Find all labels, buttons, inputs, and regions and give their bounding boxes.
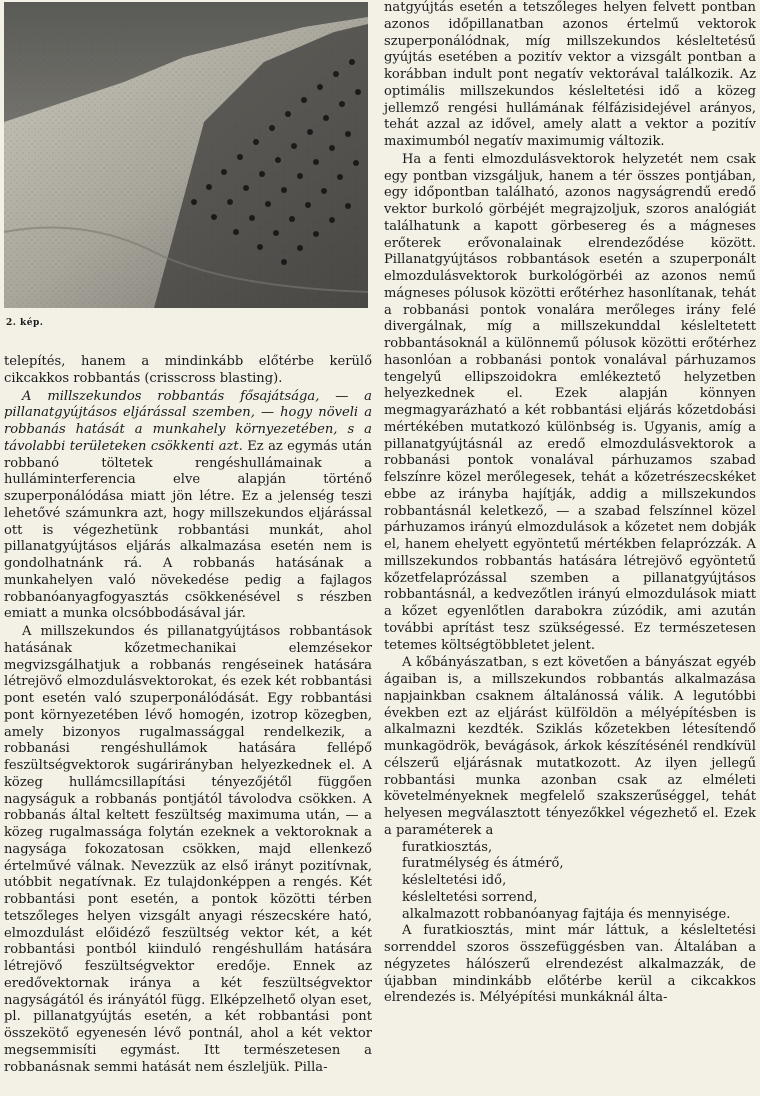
paragraph: telepítés, hanem a mindinkább előtérbe kerülő cikcakkos robbantás (crisscross blasting). xyxy=(4,354,372,386)
photo-caption: 2. kép. xyxy=(6,318,44,328)
parameter-list xyxy=(384,840,756,924)
rock-face-image xyxy=(4,2,368,308)
paragraph: natgyújtás esetén a tetszőleges helyen felvett pontban azonos időpillanatban azonos értelmű vektorok szuperponálódnak, míg millszekundos késleltetésű gyújtás esetében a pozitív vektor a vizsgált pontban a korábban indult pont negatív vektorával találkozik. Az optimális millszekundos késleltetési idő a közeg jellemző rengési hullámának félfázisidejével arányos, tehát azzal az idővel, amely alatt a vektor a pozitív maximumból negatív maximumig változik. xyxy=(384,0,756,149)
list-item: furatkiosztás, xyxy=(402,839,493,855)
list-item: késleltetési idő, xyxy=(402,873,507,888)
list-item: furatmélység és átmérő, xyxy=(402,856,564,872)
left-text xyxy=(4,354,372,1076)
right-text xyxy=(384,0,756,1007)
list-item: alkalmazott robbanóanyag fajtája és mennyisége. xyxy=(402,906,731,922)
paragraph: Ha a fenti elmozdulásvektorok helyzetét nem csak egy pontban vizsgáljuk, hanem a tér összes pontjában, egy időpontban található, azonos nagyságrendű eredő vektor burkoló görbéjét megrajzoljuk, szoros analógiát találhatunk a kapott görbesereg és a mágneses erőterek erővonalainak elrendeződése között. Pillanatgyújtásos robbantások esetén a szuperponált elmozdulásvektorok burkológörbéi az azonos nemű mágneses pólusok közötti erőtérhez hasonlítanak, tehát a robbanási pontok vonalára merőleges irány felé divergálnak, míg a millszekunddal késleltetett robbantásoknál a különnemű pólusok közötti erőtérhez hasonlóan a robbanási pontok vonalával párhuzamos tengelyű ellipszoidokra emlékeztető helyzetben helyezkednek el. Ezek alapján könnyen megmagyarázható a két robbantási eljárás kőzetdobási mértékében mutatkozó különbség is. Ugyanis, amíg a pillanatgyújtásnál az eredő elmozdulásvektorok a robbanási pontok vonalával párhuzamos szabad felszínre közel merőlegesek, tehát a kőzetrészecskéket ebbe az irányba hajítják, addig a millszekundos robbantásnál keletkező, — a szabad felszínnel közel párhuzamos irányú elmozdulások a kőzetet nem dobják el, hanem ehelyett egyöntetű mértékben felaprózzák. A millszekundos robbantás hatására létrejövő egyöntetű kőzetfelaprózással szemben a pillanatgyújtásos robbantásnál, a kedvezőtlen irányú elmozdulások miatt a kőzet egyenlőtlen darabokra zúzódik, ami azután további aprítást tesz szükségessé. Ez természetesen tetemes költségtöbbletet jelent. xyxy=(384,151,756,653)
paragraph: A kőbányászatban, s ezt követően a bányászat egyéb ágaiban is, a millszekundos robbantás alkalmazása napjainkban csaknem általánossá válik. A legutóbbi években ezt az eljárást külföldön a mélyépítésben is alkalmazni kezdték. Sziklás kőzetekben létesítendő munkagödrök, bevágások, árkok készítésénél rendkívül célszerű eljárásnak mutatkozott. Az ilyen jellegű robbantási munka azonban csak az elméleti követelményeknek megfelelő szakszerűséggel, tehát helyesen megválasztott tényezőkkel végezhető el. Ezek a paraméterek a xyxy=(384,655,756,838)
paragraph xyxy=(4,389,372,624)
list-item: késleltetési sorrend, xyxy=(402,889,538,905)
emphasis-text: A millszekundos robbantás fősajátsága, — a pillanatgyújtásos eljárással szemben, — hogy növeli a robbanás hatását a munkahely környezetében, s a távolabbi területeken csökkenti azt. xyxy=(4,388,372,454)
paragraph: A millszekundos és pillanatgyújtásos robbantások hatásának kőzetmechanikai elemzésekor megvizsgálhatjuk a robbanás rengéseinek hatására létrejövő elmozdulásvektorokat, és ezek két robbantási pont esetén való szuperponálódását. Egy robbantási pont környezetében lévő homogén, izotrop közegben, amely bizonyos rugalmassággal rendelkezik, a robbanási rengéshullámok hatására fellépő feszültségvektorok sugárirányban helyezkednek el. A közeg hullámcsillapítási tényezőjétől függően nagyságuk a robbanás pontjától távolodva csökken. A robbanás által keltett feszültség maximuma után, — a közeg rugalmassága folytán ezeknek a vektoroknak a nagysága fokozatosan csökken, majd ellenkező értelművé válnak. Nevezzük az első irányt pozitívnak, utóbbit negatívnak. Ez tulajdonképpen a rengés. Két robbantási pont esetén, a pontok közötti térben tetszőleges helyen vizsgált anyagi részecskére ható, elmozdulást előidéző feszültség vektor két, a két robbantási pontból kiinduló rengéshullám hatására létrejövő feszültségvektor eredője. Ennek az eredővektornak iránya a két feszültségvektor nagyságától és irányától függ. Elképzelhető olyan eset, pl. pillanatgyújtás esetén, a két robbantási pont összekötő egyenesén lévő pontnál, ahol a két vektor megsemmisíti egymást. Itt természetesen a robbanásnak semmi hatását nem észleljük. Pilla- xyxy=(4,624,372,1075)
quarry-photo xyxy=(4,2,368,308)
paragraph: A furatkiosztás, mint már láttuk, a késleltetési sorrenddel szoros összefüggésben van. Általában a négyzetes hálószerű elrendezést alkalmazzák, de újabban mindinkább előtérbe kerül a cikcakkos elrendezés is. Mélyépítési munkáknál álta- xyxy=(384,923,756,1006)
paragraph-text: Ez az egymás után robbanó töltetek rengéshullámainak a hulláminterferencia elve alapján történő szuperponálódása miatt jön létre. Ez a jelenség teszi lehetővé számunkra azt, hogy millszekundos eljárással ott is végezhetünk robbantási munkát, ahol pillanatgyújtásos eljárás alkalmazása esetén nem is gondolhatnánk rá. A robbanás hatásának a munkahelyen való növekedése pedig a fajlagos robbanóanyagfogyasztás csökkenésével s részben emiatt a munka olcsóbbodásával jár. xyxy=(4,438,372,622)
